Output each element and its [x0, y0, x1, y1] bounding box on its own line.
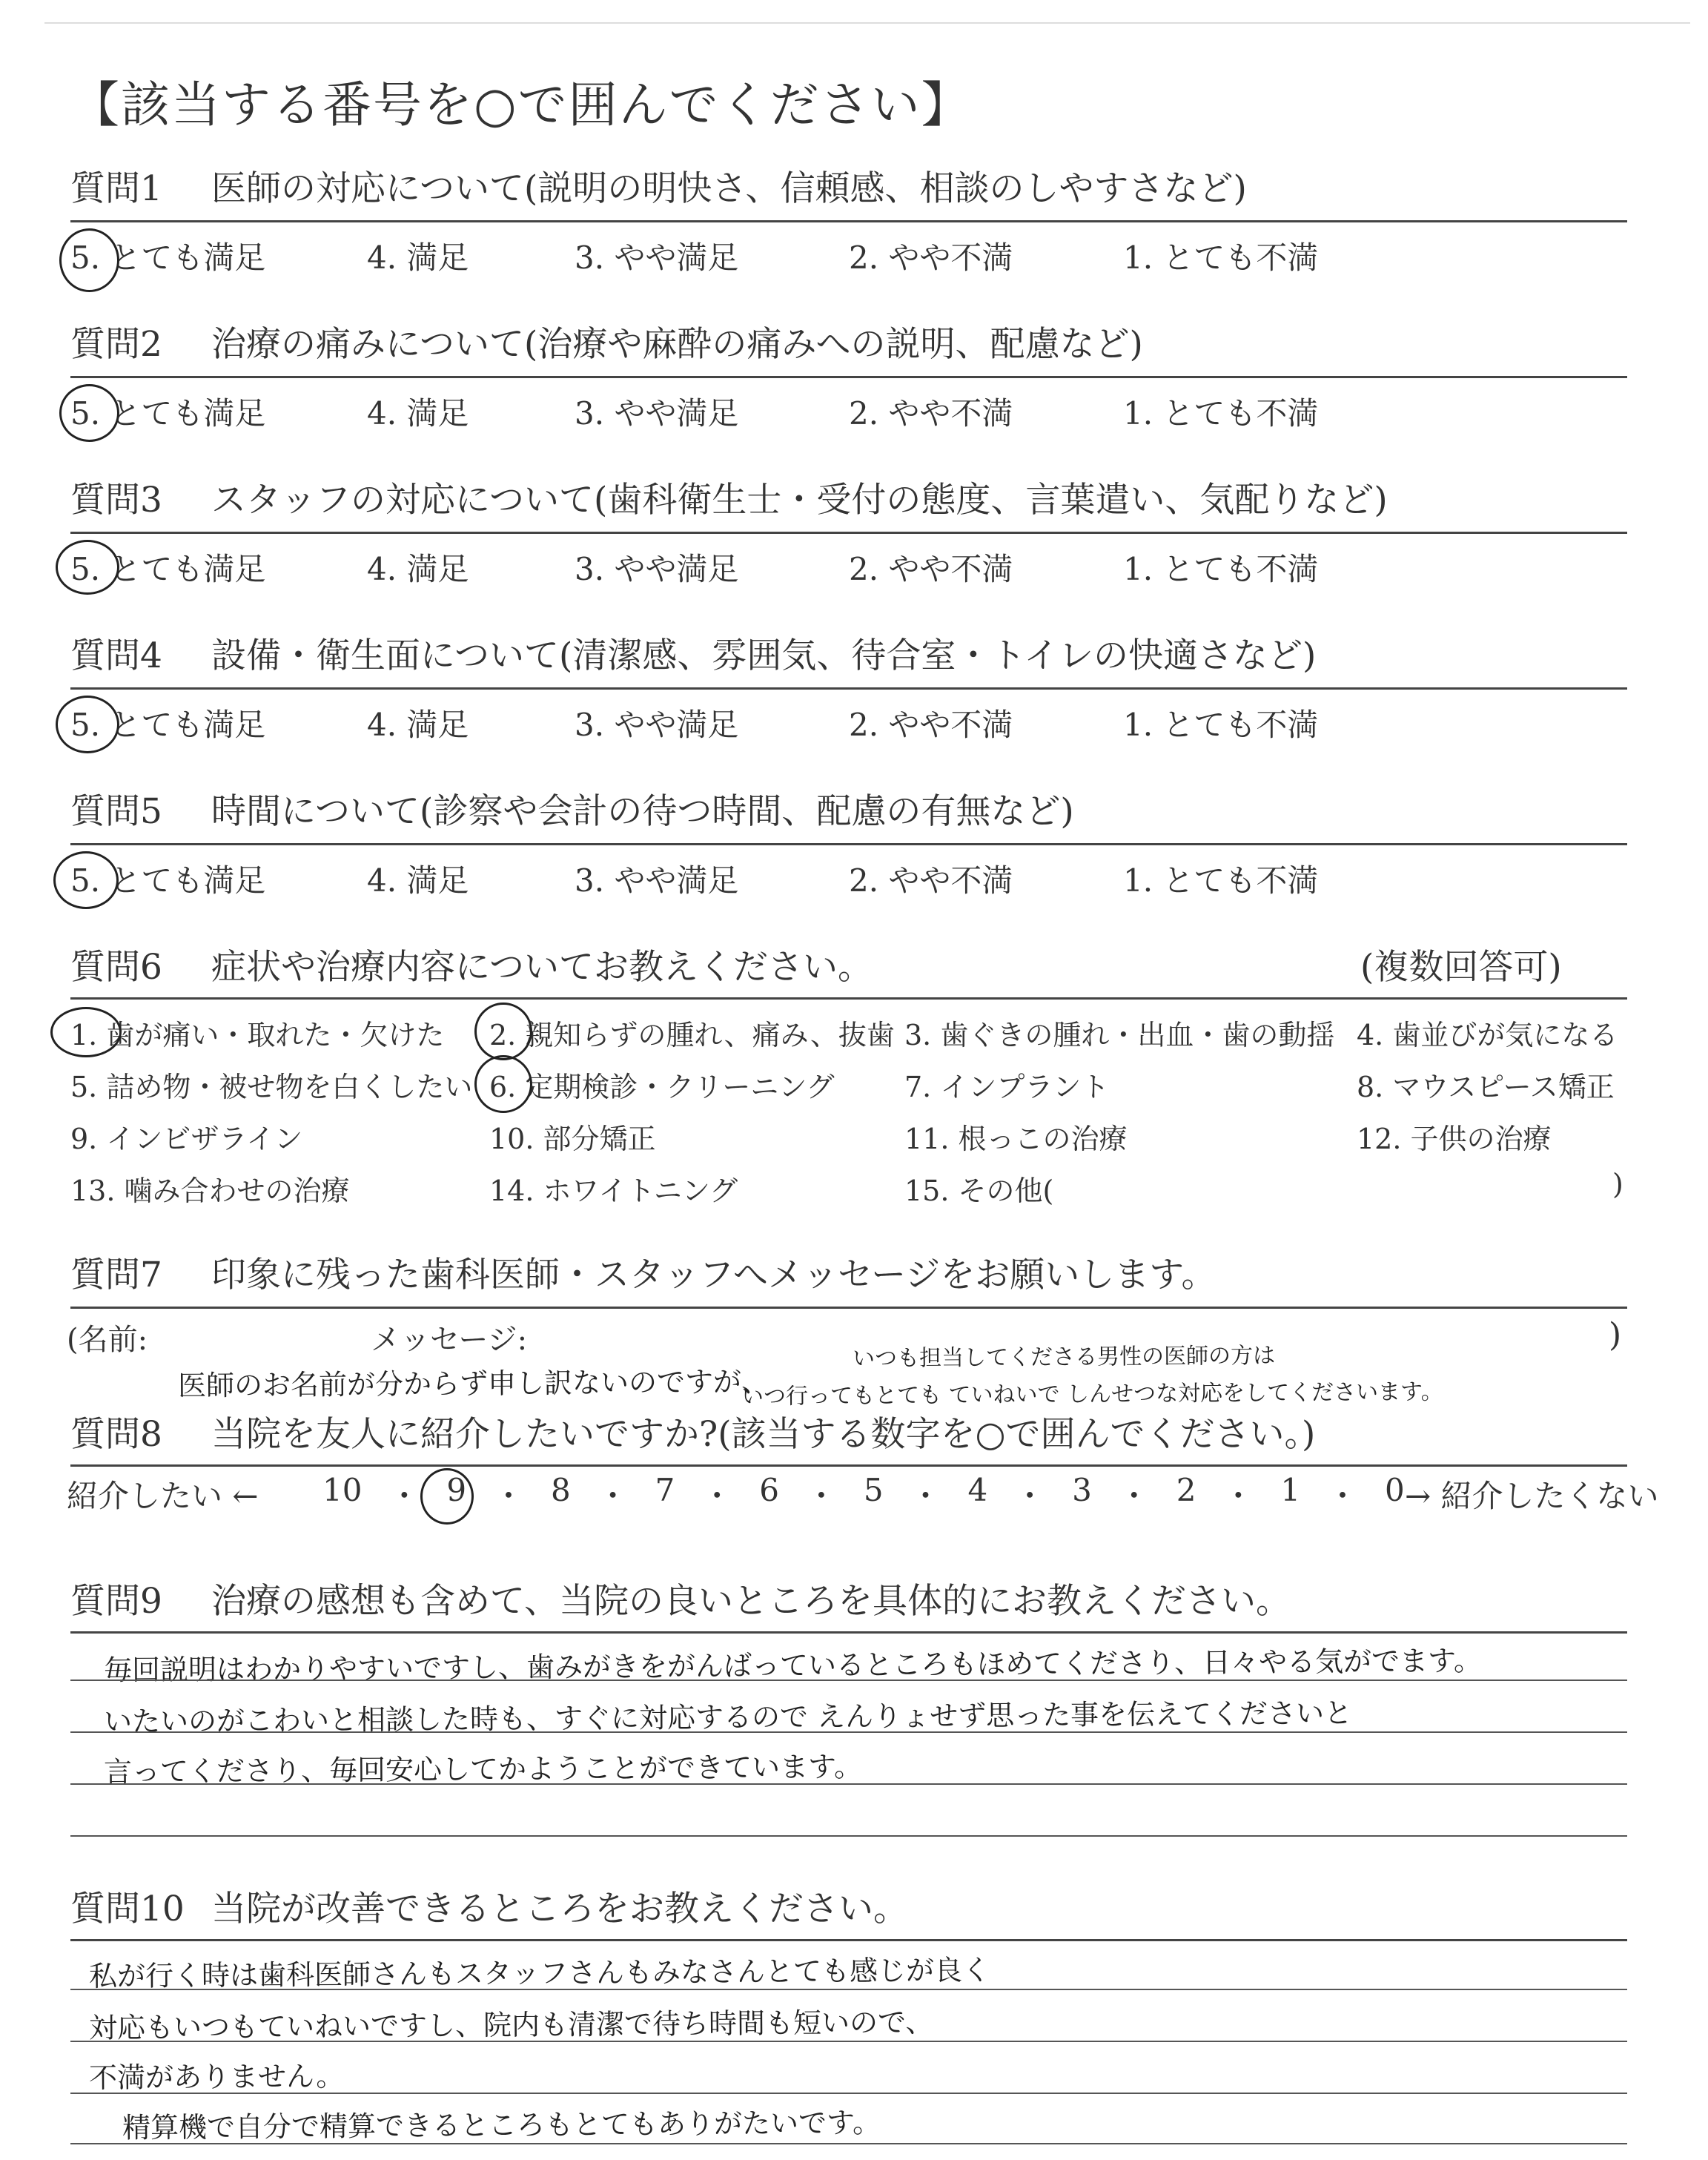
q4-option-1[interactable]: 1. とても不満 — [1123, 707, 1319, 743]
scale-dot: ・ — [701, 1478, 733, 1514]
scale-value[interactable]: 1 — [1280, 1472, 1301, 1508]
q6-option-12[interactable]: 12. 子供の治療 — [1357, 1123, 1552, 1155]
question-7 — [70, 1253, 1627, 1298]
answer-circle-mark — [59, 228, 119, 292]
answer-rule — [70, 1731, 1627, 1733]
q6-option-6[interactable]: 6. 定期検診・クリーニング — [489, 1071, 835, 1103]
q6-option-1[interactable]: 1. 歯が痛い・取れた・欠けた — [70, 1019, 445, 1051]
answer-circle-mark — [474, 1003, 532, 1060]
scale-dot: ・ — [597, 1478, 629, 1514]
rule — [70, 1464, 1627, 1467]
scale-value[interactable]: 10 — [322, 1472, 363, 1508]
q4-options — [70, 701, 1627, 743]
answer-rule — [70, 1835, 1627, 1837]
question-9 — [70, 1579, 1627, 1624]
q6-option-11[interactable]: 11. 根っこの治療 — [904, 1123, 1128, 1155]
q2-option-5[interactable]: 5. とても満足 — [70, 395, 266, 432]
question-number: 質問7 — [70, 1255, 162, 1295]
question-number: 質問3 — [70, 480, 162, 521]
scale-values — [322, 1472, 1405, 1516]
answer-rule — [70, 1989, 1627, 1990]
rule — [70, 997, 1627, 1000]
question-number: 質問9 — [70, 1581, 162, 1622]
scale-value[interactable]: 5 — [863, 1472, 884, 1508]
q6-option-7[interactable]: 7. インプラント — [904, 1071, 1110, 1103]
handwritten-answer-line: 毎回説明はわかりやすいですし、歯みがきをがんばっているところもほめてくださり、日々やる気がでます。 — [103, 1644, 1483, 1687]
question-text: 症状や治療内容についてお教えください。 — [211, 947, 873, 988]
q4-option-3[interactable]: 3. やや満足 — [575, 707, 739, 743]
question-number: 質問2 — [70, 324, 162, 365]
question-2 — [70, 323, 1627, 367]
question-text: 当院を友人に紹介したいですか?(該当する数字を○で囲んでください。) — [211, 1414, 1316, 1455]
page-title: 【該当する番号を○で囲んでください】 — [70, 76, 972, 133]
scale-right-label: → 紹介したくない — [1405, 1478, 1659, 1514]
scale-value[interactable]: 8 — [550, 1472, 571, 1508]
question-1 — [70, 167, 1627, 211]
q6-options — [70, 1012, 1627, 1212]
question-5 — [70, 790, 1627, 834]
q6-option-5[interactable]: 5. 詰め物・被せ物を白くしたい — [70, 1071, 473, 1103]
scale-dot: ・ — [805, 1478, 837, 1514]
q1-option-1[interactable]: 1. とても不満 — [1123, 240, 1319, 276]
question-text: スタッフの対応について(歯科衛生士・受付の態度、言葉遣い、気配りなど) — [211, 480, 1388, 521]
q6-other-close-paren: ) — [1612, 1168, 1623, 1200]
q1-option-5[interactable]: 5. とても満足 — [70, 240, 266, 276]
question-number: 質問8 — [70, 1414, 162, 1455]
q1-option-2[interactable]: 2. やや不満 — [849, 240, 1013, 276]
question-text: 印象に残った歯科医師・スタッフへメッセージをお願いします。 — [211, 1255, 1217, 1295]
q6-option-3[interactable]: 3. 歯ぐきの腫れ・出血・歯の動揺 — [904, 1019, 1335, 1051]
answer-rule — [70, 2093, 1627, 2094]
scale-value[interactable]: 9 — [446, 1472, 467, 1508]
handwritten-answer-line: いたいのがこわいと相談した時も、すぐに対応するので えんりょせず思った事を伝えてくださいと — [103, 1697, 1353, 1738]
handwritten-answer-line: 不満がありません。 — [88, 2059, 345, 2095]
q3-option-3[interactable]: 3. やや満足 — [575, 551, 739, 587]
q6-option-8[interactable]: 8. マウスピース矯正 — [1357, 1071, 1615, 1103]
message-label: メッセージ: — [371, 1323, 528, 1357]
answer-circle-mark — [474, 1055, 532, 1113]
q2-option-1[interactable]: 1. とても不満 — [1123, 395, 1319, 432]
q5-option-4[interactable]: 4. 満足 — [367, 862, 469, 899]
rule — [70, 1939, 1627, 1941]
q2-option-3[interactable]: 3. やや満足 — [575, 395, 739, 432]
q5-option-2[interactable]: 2. やや不満 — [849, 862, 1013, 899]
name-label: (名前: — [67, 1323, 148, 1357]
q4-option-4[interactable]: 4. 満足 — [367, 707, 469, 743]
scale-dot: ・ — [910, 1478, 941, 1514]
multi-answer-note: (複数回答可) — [1360, 947, 1562, 988]
answer-circle-mark — [50, 1007, 122, 1057]
scale-dot: ・ — [1327, 1478, 1359, 1514]
scale-value[interactable]: 2 — [1176, 1472, 1196, 1508]
q6-option-14[interactable]: 14. ホワイトニング — [489, 1175, 738, 1207]
answer-rule — [70, 2041, 1627, 2042]
q2-option-4[interactable]: 4. 満足 — [367, 395, 469, 432]
question-text: 治療の感想も含めて、当院の良いところを具体的にお教えください。 — [211, 1581, 1291, 1622]
q5-options — [70, 856, 1627, 899]
answer-rule — [70, 1680, 1627, 1681]
handwritten-message-line: いつも担当してくださる男性の医師の方は — [852, 1343, 1276, 1372]
q5-option-5[interactable]: 5. とても満足 — [70, 862, 266, 899]
question-3 — [70, 478, 1627, 523]
answer-rule — [70, 1783, 1627, 1785]
handwritten-answer-line: 私が行く時は歯科医師さんもスタッフさんもみなさんとても感じが良く — [88, 1953, 991, 1993]
scale-dot: ・ — [1014, 1478, 1046, 1514]
q1-options — [70, 234, 1627, 276]
scale-dot: ・ — [493, 1478, 525, 1514]
question-number: 質問6 — [70, 947, 162, 988]
q5-option-3[interactable]: 3. やや満足 — [575, 862, 739, 899]
rule — [70, 1307, 1627, 1309]
rule — [70, 220, 1627, 222]
answer-circle-mark — [56, 696, 119, 753]
q3-option-2[interactable]: 2. やや不満 — [849, 551, 1013, 587]
question-8 — [70, 1413, 1627, 1457]
question-number: 質問10 — [70, 1889, 185, 1929]
handwritten-answer-line: 対応もいつもていねいですし、院内も清潔で待ち時間も短いので、 — [88, 2006, 934, 2044]
question-text: 医師の対応について(説明の明快さ、信頼感、相談のしやすさなど) — [211, 168, 1247, 209]
handwritten-answer-line: 言ってくださり、毎回安心してかようことができています。 — [103, 1750, 863, 1789]
question-number: 質問5 — [70, 791, 162, 832]
rule — [70, 687, 1627, 690]
rule — [70, 532, 1627, 534]
question-text: 当院が改善できるところをお教えください。 — [211, 1889, 908, 1929]
q1-option-4[interactable]: 4. 満足 — [367, 240, 469, 276]
answer-circle-mark — [56, 540, 119, 595]
q4-option-2[interactable]: 2. やや不満 — [849, 707, 1013, 743]
top-border — [44, 22, 1690, 24]
scale-left-label: 紹介したい ← — [67, 1478, 259, 1514]
q6-option-15[interactable]: 15. その他( — [904, 1175, 1054, 1207]
handwritten-message-line: いつ行ってもとても ていねいで しんせつな対応をしてくださいます。 — [741, 1378, 1443, 1410]
q3-option-1[interactable]: 1. とても不満 — [1123, 551, 1319, 587]
recommend-scale — [67, 1472, 1659, 1516]
handwritten-answer-line: 精算機で自分で精算できるところもとてもありがたいです。 — [122, 2106, 881, 2144]
q2-option-2[interactable]: 2. やや不満 — [849, 395, 1013, 432]
scale-dot: ・ — [1118, 1478, 1150, 1514]
question-number: 質問4 — [70, 635, 162, 676]
q3-option-4[interactable]: 4. 満足 — [367, 551, 469, 587]
q2-options — [70, 389, 1627, 432]
answer-circle-mark — [59, 384, 119, 442]
scale-value[interactable]: 4 — [967, 1472, 988, 1508]
q1-option-3[interactable]: 3. やや満足 — [575, 240, 739, 276]
question-text: 設備・衛生面について(清潔感、雰囲気、待合室・トイレの快適さなど) — [211, 635, 1317, 676]
q6-option-9[interactable]: 9. インビザライン — [70, 1123, 303, 1155]
q3-option-5[interactable]: 5. とても満足 — [70, 551, 266, 587]
scale-dot: ・ — [388, 1478, 420, 1514]
question-text: 治療の痛みについて(治療や麻酔の痛みへの説明、配慮など) — [211, 324, 1143, 365]
rule — [70, 376, 1627, 378]
q4-option-5[interactable]: 5. とても満足 — [70, 707, 266, 743]
q6-option-2[interactable]: 2. 親知らずの腫れ、痛み、抜歯 — [489, 1019, 895, 1051]
q5-option-1[interactable]: 1. とても不満 — [1123, 862, 1319, 899]
question-number: 質問1 — [70, 168, 162, 209]
scale-value[interactable]: 3 — [1072, 1472, 1092, 1508]
question-10 — [70, 1887, 1627, 1932]
scale-dot: ・ — [1222, 1478, 1254, 1514]
answer-rule — [70, 2143, 1627, 2144]
message-close-paren: ) — [1609, 1316, 1622, 1354]
scale-value[interactable]: 0 — [1384, 1472, 1405, 1508]
handwritten-message-line: 医師のお名前が分からず申し訳ないのですが、 — [177, 1365, 770, 1402]
answer-circle-mark — [420, 1468, 474, 1525]
q6-option-4[interactable]: 4. 歯並びが気になる — [1357, 1019, 1618, 1051]
rule — [70, 843, 1627, 845]
q6-option-13[interactable]: 13. 噛み合わせの治療 — [70, 1175, 350, 1207]
q6-option-10[interactable]: 10. 部分矯正 — [489, 1123, 656, 1155]
answer-circle-mark — [53, 851, 119, 909]
rule — [70, 1631, 1627, 1634]
question-4 — [70, 634, 1627, 678]
scale-value[interactable]: 7 — [655, 1472, 675, 1508]
scale-value[interactable]: 6 — [759, 1472, 779, 1508]
q3-options — [70, 545, 1627, 587]
question-text: 時間について(診察や会計の待つ時間、配慮の有無など) — [211, 791, 1074, 832]
